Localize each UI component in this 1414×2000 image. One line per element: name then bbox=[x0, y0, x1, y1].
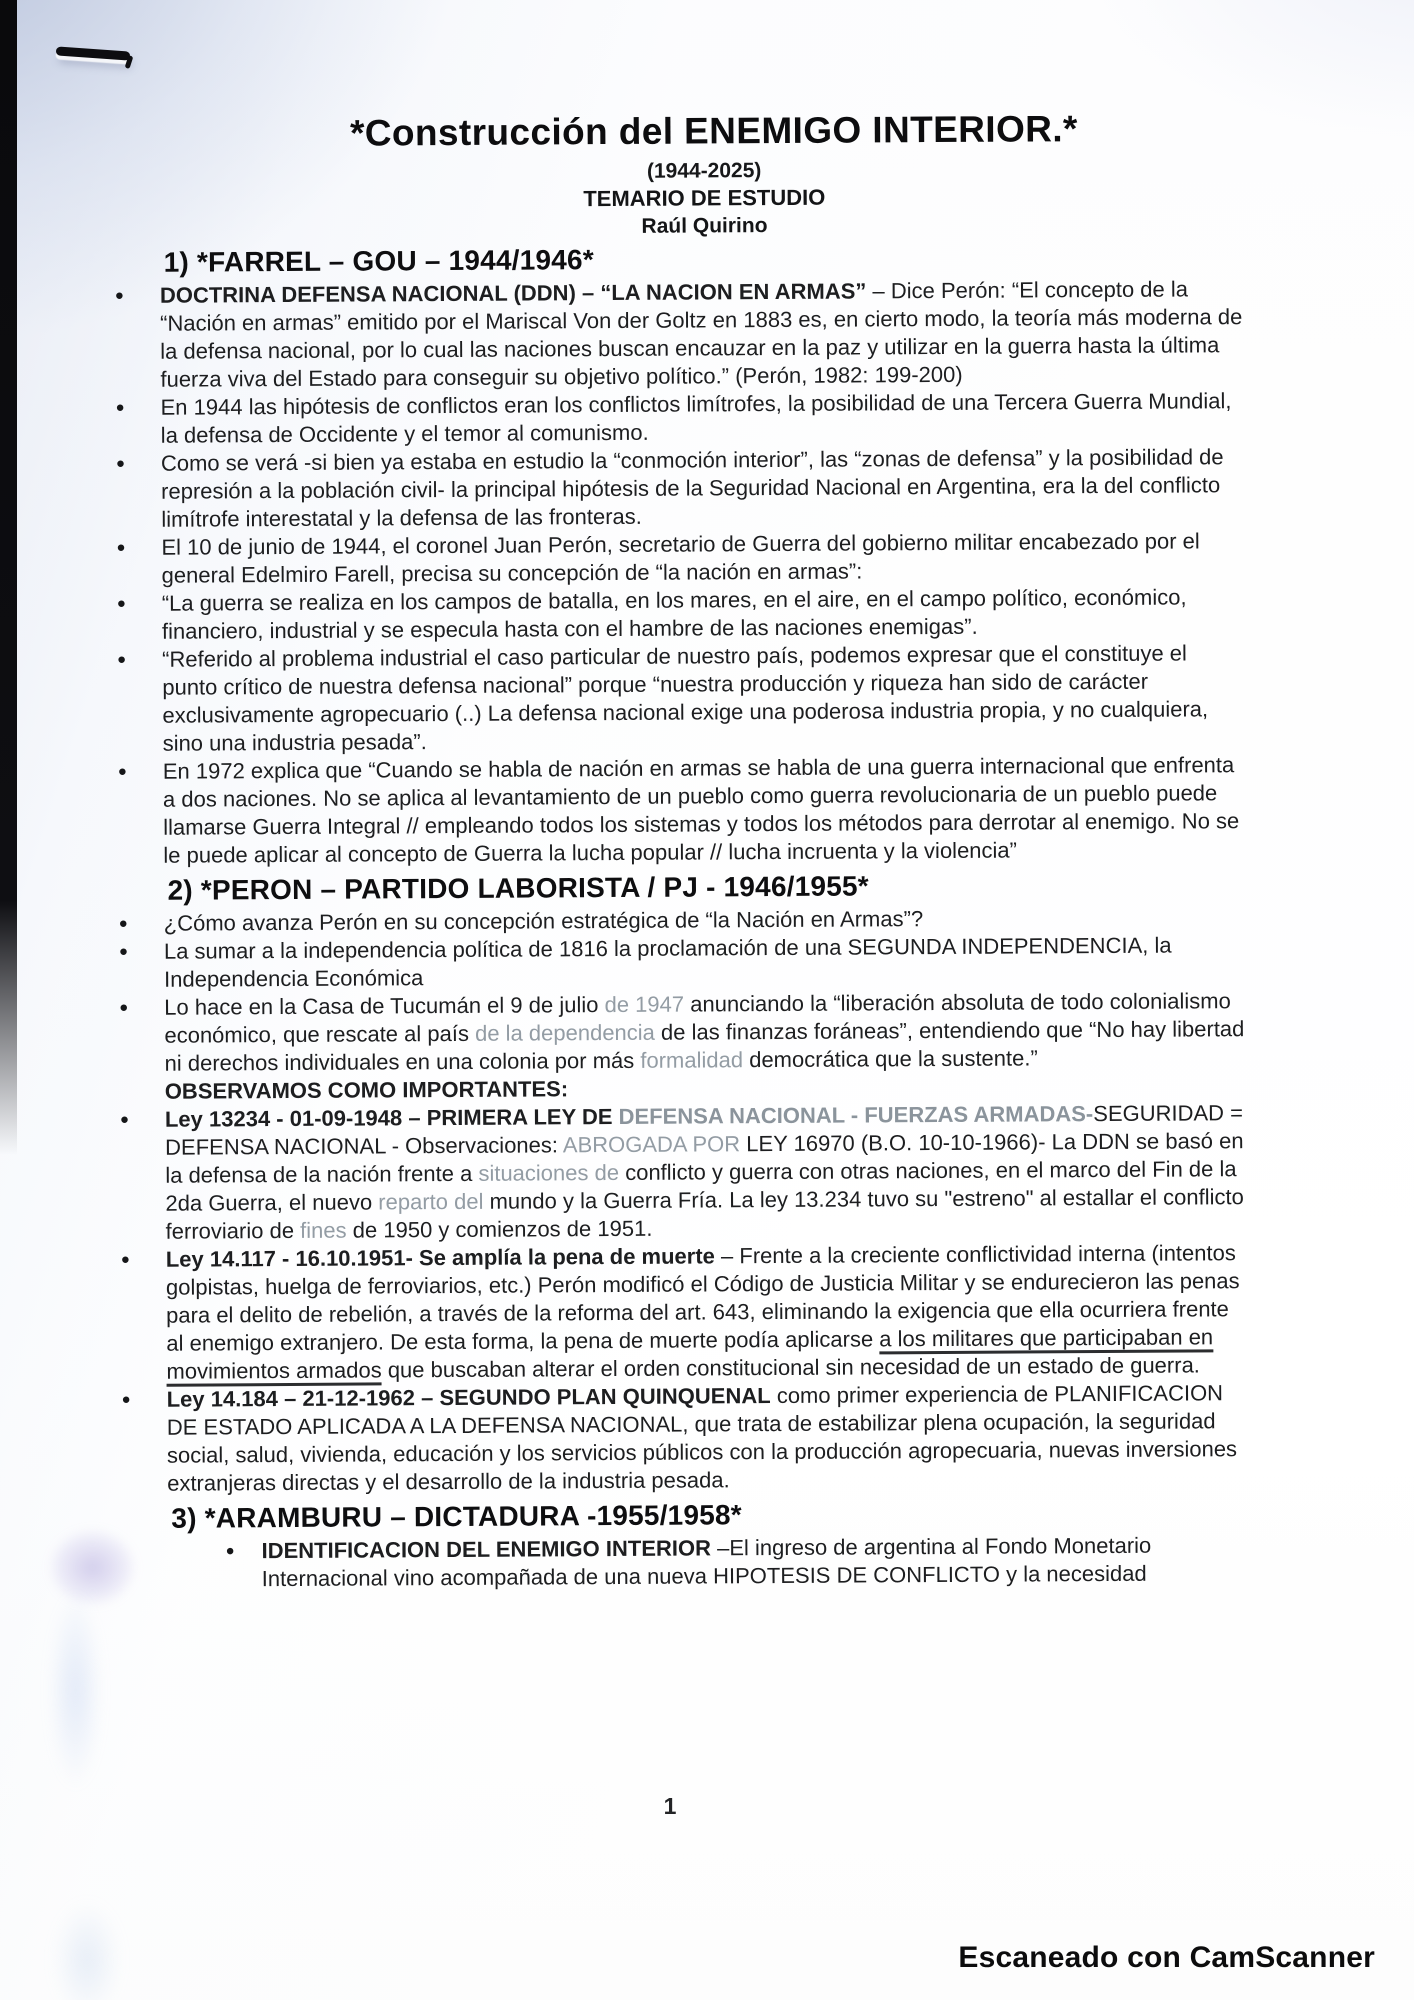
list-item bbox=[0, 442, 1413, 535]
list-item bbox=[0, 274, 1412, 395]
scan-ink-smudge bbox=[52, 1900, 122, 2000]
list-item-text: En 1944 las hipótesis de conflictos eran los conflictos limítrofes, la posibilidad de una Tercera Guerra Mundial, la defensa de Occidente y el temor al comunismo. bbox=[160, 388, 1232, 448]
list-item bbox=[0, 582, 1414, 647]
bullet-icon: ● bbox=[119, 1110, 130, 1129]
author-name: Raúl Quirino bbox=[641, 214, 768, 238]
bullet-icon: ● bbox=[118, 914, 128, 933]
list-item-text: Ley 14.184 – 21-12-1962 – SEGUNDO PLAN QUINQUENAL como primer experiencia de PLANIFICACION DE ESTADO APLICADA A LA DEFENSA NACIONAL, que trata de estabilizar plena ocupación, la seguridad social, salud, vivienda, educación y los servicios públicos con la producción agropecuaria, nuevas inversiones extranjeras directas y el desarrollo de la industria pesada. bbox=[166, 1380, 1238, 1496]
camscanner-watermark: Escaneado con CamScanner bbox=[958, 1941, 1375, 1974]
list-item bbox=[0, 386, 1413, 451]
bullet-icon: ● bbox=[225, 1542, 235, 1560]
list-item-text: OBSERVAMOS COMO IMPORTANTES: bbox=[164, 1076, 569, 1104]
bullet-icon: ● bbox=[115, 398, 125, 417]
list-item-text: Como se verá -si bien ya estaba en estudio la “conmoción interior”, las “zonas de defensa” y la posibilidad de represión a la población civil- la principal hipótesis de la Seguridad Nacional en Argentina, era la del conflicto limítrofe interestatal y la defensa de las fronteras. bbox=[160, 444, 1224, 532]
document-body bbox=[0, 234, 1414, 1595]
date-range: (1944-2025) bbox=[646, 159, 762, 183]
document-type: TEMARIO DE ESTUDIO bbox=[583, 184, 826, 212]
list-item bbox=[6, 1530, 1414, 1595]
list-item-text: DOCTRINA DEFENSA NACIONAL (DDN) – “LA NACION EN ARMAS” – Dice Perón: “El concepto de la “Nación en armas” emitido por el Mariscal Von der Goltz en 1883 es, en cierto modo, la teoría más moderna de la defensa nacional, por lo cual las naciones buscan encauzar en la paz y utilizar en la guerra hasta la última fuerza viva del Estado para conseguir su objetivo político.” (Perón, 1982: 199-200) bbox=[159, 276, 1243, 392]
list-item-text: “Referido al problema industrial el caso particular de nuestro país, podemos expresar que el constituye el punto crítico de nuestra defensa nacional” porque “nuestra producción y riqueza han sido de carácter exclusivamente agropecuario (..) La defensa nacional exige una poderosa industria propia, y no cualquiera, sino una industria pesada”. bbox=[162, 640, 1209, 756]
list-item bbox=[0, 526, 1414, 591]
list-item-text: Ley 13234 - 01-09-1948 – PRIMERA LEY DE DEFENSA NACIONAL - FUERZAS ARMADAS-SEGURIDAD = DEFENSA NACIONAL - Observaciones: ABROGADA POR LEY 16970 (B.O. 10-10-1966)- La DDN se basó en la defensa de la nación frente a situaciones de conflicto y guerra con otras naciones, en el marco del Fin de la 2da Guerra, el nuevo reparto del mundo y la Guerra Fría. La ley 13.234 tuvo su "estreno" al estallar el conflicto ferroviario de fines de 1950 y comienzos de 1951. bbox=[164, 1100, 1244, 1244]
list-item bbox=[2, 986, 1414, 1079]
list-item bbox=[2, 930, 1414, 995]
list-item bbox=[5, 1378, 1414, 1499]
list-item-text: Lo hace en la Casa de Tucumán el 9 de julio de 1947 anunciando la “liberación absoluta de todo colonialismo económico, que rescate al país de la dependencia de las finanzas foráneas”, entendiendo que “No hay libertad ni derechos individuales en una colonia por más formalidad democrática que la sustente.” bbox=[164, 988, 1245, 1076]
section-heading-2: 2) *PERON – PARTIDO LABORISTA / PJ - 1946/1955* bbox=[167, 870, 869, 906]
list-item-text: ¿Cómo avanza Perón en su concepción estratégica de “la Nación en Armas”? bbox=[163, 906, 924, 936]
bullet-icon: ● bbox=[117, 762, 127, 781]
list-item-text: IDENTIFICACION DEL ENEMIGO INTERIOR –El ingreso de argentina al Fondo Monetario Internacional vino acompañada de una nueva HIPOTESIS DE CONFLICTO y la necesidad bbox=[261, 1532, 1152, 1592]
bullet-icon: ● bbox=[119, 998, 129, 1017]
list-item bbox=[1, 750, 1414, 871]
section-heading-1: 1) *FARREL – GOU – 1944/1946* bbox=[163, 244, 594, 278]
list-item bbox=[4, 1238, 1414, 1387]
bullet-icon: ● bbox=[117, 650, 127, 669]
bullet-icon: ● bbox=[120, 1250, 130, 1269]
scan-ink-smudge bbox=[48, 1590, 103, 1790]
bullet-icon: ● bbox=[115, 454, 126, 473]
list-item-text: Ley 14.117 - 16.10.1951- Se amplía la pena de muerte – Frente a la creciente conflictividad interna (intentos golpistas, huelga de ferroviarios, etc.) Perón modificó el Código de Justicia Militar y se endurecieron las penas para el delito de rebelión, a través de la reforma del art. 643, eliminando la exigencia que ella ocurriera frente al enemigo extranjero. De esta forma, la pena de muerte podía aplicarse a los militares que participaban en movimientos armados que buscaban alterar el orden constitucional sin necesidad de un estado de guerra. bbox=[166, 1239, 1251, 1386]
list-item bbox=[0, 638, 1414, 759]
list-item-text: “La guerra se realiza en los campos de batalla, en los mares, en el aire, en el campo político, económico, financiero, industrial y se especula hasta con el hambre de las naciones enemigas”. bbox=[161, 584, 1187, 644]
page-number: 1 bbox=[663, 1793, 677, 1819]
list-item-text: El 10 de junio de 1944, el coronel Juan Perón, secretario de Guerra del gobierno militar encabezado por el general Edelmiro Farell, precisa su concepción de “la nación en armas”: bbox=[161, 528, 1200, 588]
page-title: *Construcción del ENEMIGO INTERIOR.* bbox=[349, 108, 1078, 154]
bullet-icon: ● bbox=[118, 942, 129, 961]
list-item-text: En 1972 explica que “Cuando se habla de nación en armas se habla de una guerra internacional que enfrenta a dos naciones. No se aplica al levantamiento de un pueblo como guerra revolucionaria de un pueblo puede llamarse Guerra Integral // empleando todos los sistemas y todos los métodos para derrotar al enemigo. No se le puede aplicar al concepto de Guerra la lucha popular // lucha incruenta y la violencia” bbox=[162, 752, 1240, 868]
bullet-icon: ● bbox=[114, 286, 125, 305]
list-item bbox=[3, 1098, 1414, 1247]
bullet-icon: ● bbox=[121, 1390, 131, 1409]
bullet-icon: ● bbox=[116, 594, 126, 613]
list-item-text: La sumar a la independencia política de 1816 la proclamación de una SEGUNDA INDEPENDENCIA, la Independencia Económica bbox=[163, 932, 1172, 992]
bullet-icon: ● bbox=[116, 538, 126, 557]
section-heading-3: 3) *ARAMBURU – DICTADURA -1955/1958* bbox=[171, 1499, 742, 1534]
